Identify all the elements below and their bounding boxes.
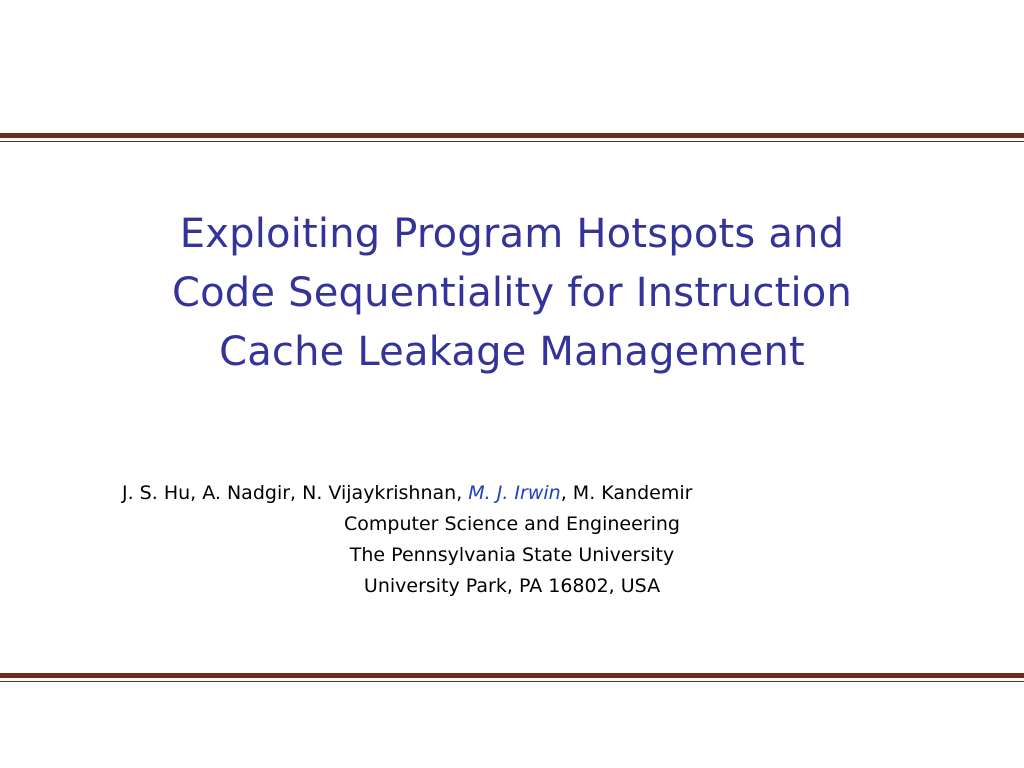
top-divider	[0, 133, 1024, 142]
author-affiliation-block	[60, 478, 964, 602]
affiliation-address: University Park, PA 16802, USA	[363, 575, 661, 597]
authors-after: , M. Kandemir	[560, 482, 693, 504]
highlighted-author: M. J. Irwin	[468, 482, 561, 504]
authors-before: J. S. Hu, A. Nadgir, N. Vijaykrishnan,	[122, 482, 469, 504]
affiliation-department: Computer Science and Engineering	[344, 513, 680, 535]
bottom-divider	[0, 673, 1024, 682]
top-divider-thin	[0, 141, 1024, 142]
slide-title	[40, 205, 984, 382]
title-line-1: Exploiting Program Hotspots and	[179, 211, 845, 257]
title-line-2: Code Sequentiality for Instruction	[171, 270, 853, 316]
bottom-divider-thin	[0, 681, 1024, 682]
affiliation-university: The Pennsylvania State University	[349, 544, 675, 566]
author-list	[60, 478, 964, 509]
title-line-3: Cache Leakage Management	[219, 329, 805, 375]
